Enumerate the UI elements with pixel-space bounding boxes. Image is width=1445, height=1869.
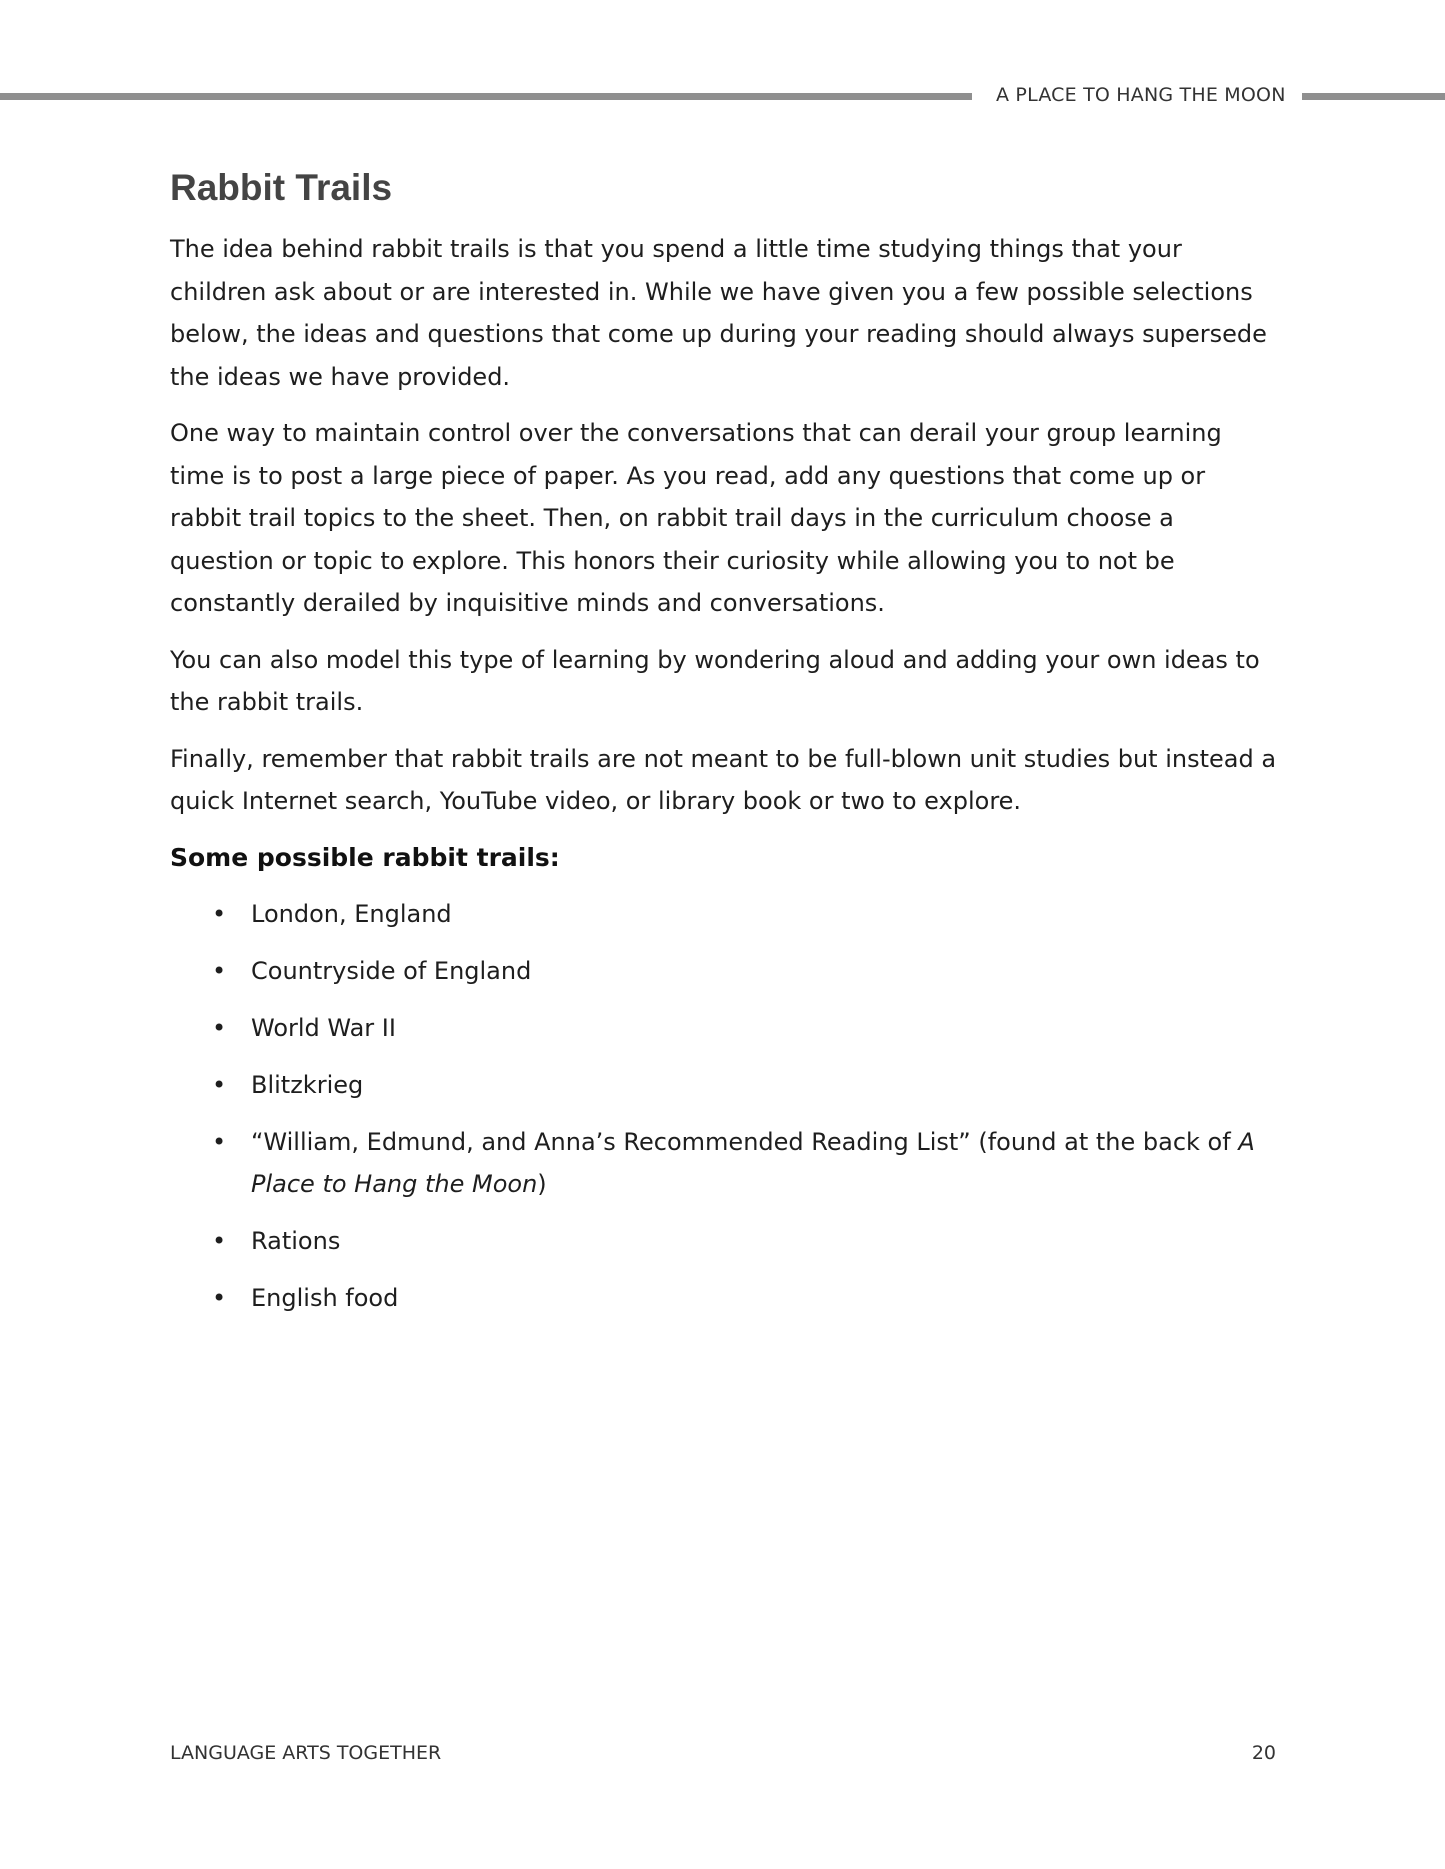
list-item-text	[251, 1128, 1255, 1199]
bullet-icon: •	[212, 1127, 227, 1156]
footer-book-title: LANGUAGE ARTS TOGETHER	[170, 1742, 442, 1764]
reading-list-prefix: “William, Edmund, and Anna’s Recommended Reading List” (found at the back of	[251, 1127, 1239, 1156]
list-heading: Some possible rabbit trails:	[170, 842, 560, 872]
paragraph-model: You can also model this type of learning by wondering aloud and adding your own ideas to the rabbit trails.	[170, 645, 1260, 717]
list-item	[170, 1121, 1280, 1206]
list-item	[170, 893, 1280, 936]
page-content	[170, 166, 1280, 1334]
paragraph-control: One way to maintain control over the conversations that can derail your group learning time is to post a large piece of paper. As you read, add any questions that come up or rabbit trail topics to the sheet. Then, on rabbit trail days in the curriculum choose a question or topic to explore. This honors their curiosity while allowing you to not be constantly derailed by inquisitive minds and conversations.	[170, 419, 1222, 618]
list-item-text: World War II	[251, 1013, 396, 1042]
list-item	[170, 1277, 1280, 1320]
header-rule-left	[0, 93, 972, 100]
book-title-italic: A Place to Hang the Moon	[251, 1127, 1255, 1199]
list-item	[170, 1064, 1280, 1107]
rabbit-trail-list	[170, 893, 1280, 1320]
list-item	[170, 950, 1280, 993]
bullet-icon: •	[212, 1070, 227, 1099]
bullet-icon: •	[212, 899, 227, 928]
list-item-text: Blitzkrieg	[251, 1070, 364, 1099]
list-item-text: Countryside of England	[251, 956, 532, 985]
header-rule-right	[1302, 93, 1445, 100]
bullet-icon: •	[212, 1227, 227, 1256]
bullet-icon: •	[212, 1013, 227, 1042]
list-item	[170, 1220, 1280, 1263]
reading-list-suffix: )	[537, 1170, 547, 1199]
paragraph-finally: Finally, remember that rabbit trails are not meant to be full-blown unit studies but instead a quick Internet search, YouTube video, or library book or two to explore.	[170, 744, 1277, 816]
list-item	[170, 1007, 1280, 1050]
bullet-icon: •	[212, 1284, 227, 1313]
page-number: 20	[1251, 1742, 1276, 1764]
list-item-text: London, England	[251, 899, 452, 928]
bullet-icon: •	[212, 956, 227, 985]
running-head: A PLACE TO HANG THE MOON	[996, 84, 1286, 106]
page-title: Rabbit Trails	[170, 167, 393, 208]
list-item-text: Rations	[251, 1227, 341, 1256]
paragraph-intro: The idea behind rabbit trails is that you spend a little time studying things that your children ask about or are interested in. While we have given you a few possible selections below, the ideas and questions that come up during your reading should always supersede the ideas we have provided.	[170, 235, 1267, 391]
list-item-text: English food	[251, 1284, 399, 1313]
